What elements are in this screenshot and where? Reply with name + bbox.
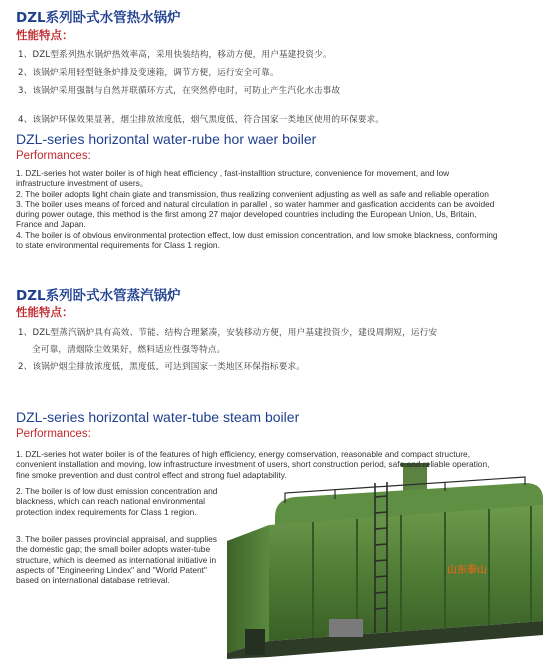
section1-item-1: 1、DZL型系列热水锅炉热效率高，采用快装结构，移动方便，用户基建投资少。 xyxy=(18,50,332,60)
section1-title: DZL系列卧式水管热水锅炉 xyxy=(16,10,181,26)
section2-perf-label: Performances: xyxy=(16,150,91,162)
section3-title: DZL系列卧式水管蒸汽锅炉 xyxy=(16,288,181,304)
section4-perf-label: Performances: xyxy=(16,428,91,440)
section2-list xyxy=(16,168,500,250)
section1-perf-label: 性能特点： xyxy=(16,28,74,42)
section2-item-4: 4. The boiler is of obvious environmental protection effect, low dust emission concentration, and low smoke blackness, conforming to state environmental requirements for Class 1 region. xyxy=(16,229,498,251)
section3-item-1-cont: 全可靠，清烟除尘效果好，燃料适应性强等特点。 xyxy=(32,345,226,355)
boiler-illustration xyxy=(225,463,543,659)
section1-item-4: 4、该锅炉环保效果显著，烟尘排放浓度低，烟气黑度低，符合国家一类地区使用的环保要求。 xyxy=(18,115,385,125)
section3-item-1: 1、DZL型蒸汽锅炉具有高效、节能、结构合理紧凑，安装移动方便，用户基建投资少，建设周期短，运行安 xyxy=(18,328,438,338)
section4-item-3: 3. The boiler passes provincial appraisal, and supplies the domestic gap; the small boiler adopts water-tube structure, which is deemed as international initiative in aspects of "Engineering Lindex" and "World Patent" based on international database retrieval. xyxy=(16,534,217,586)
section1-item-2: 2、该锅炉采用轻型链条炉排及变速箱，调节方便，运行安全可靠。 xyxy=(18,68,279,78)
section2-title: DZL-series horizontal water-rube hor waer boiler xyxy=(16,131,317,147)
section4-title: DZL-series horizontal water-tube steam boiler xyxy=(16,409,300,425)
section3-perf-label: 性能特点： xyxy=(16,305,74,319)
section3-item-2: 2、该锅炉烟尘排放浓度低，黑度低，可达到国家一类地区环保指标要求。 xyxy=(18,362,306,372)
section2-item-2: 2. The boiler adopts light chain giate and transmission, thus realizing convenient adjusting as well as safe and reliable operation xyxy=(16,188,489,199)
section4-item-2: 2. The boiler is of low dust emission concentration and blackness, which can reach national environmental protection index requirements for Class 1 region. xyxy=(16,486,218,517)
section2-item-3: 3. The boiler uses means of forced and natural circulation in parallel , so water hammer and gasfication accidents can be avoided during power outage, this method is the first among 27 major developed countries including the European Union, Us, Britain, France and Japan. xyxy=(16,198,495,230)
section2-item-1: 1. DZL-series hot water boiler is of high heat efficiency , fast-installtion structure, convenience for movement, and low infrastructure investment of users。 xyxy=(16,168,450,189)
section1-item-3: 3、该锅炉采用强制与自然并联循环方式，在突然停电时，可防止产生汽化水击事故 xyxy=(18,86,341,96)
boiler-brand-label: 山东泰山 xyxy=(447,565,487,576)
boiler-photo xyxy=(225,463,543,659)
section4-item-1: 1. DZL-series hot water boiler is of the features of high efficiency, energy comservation, reasonable and compact structure, convenient installation and moving, low infrastructure investment of users, short construction period, safe and reliable operation, fine smoke prevention and dust control effect and strong fuel adaptability. xyxy=(16,449,490,480)
